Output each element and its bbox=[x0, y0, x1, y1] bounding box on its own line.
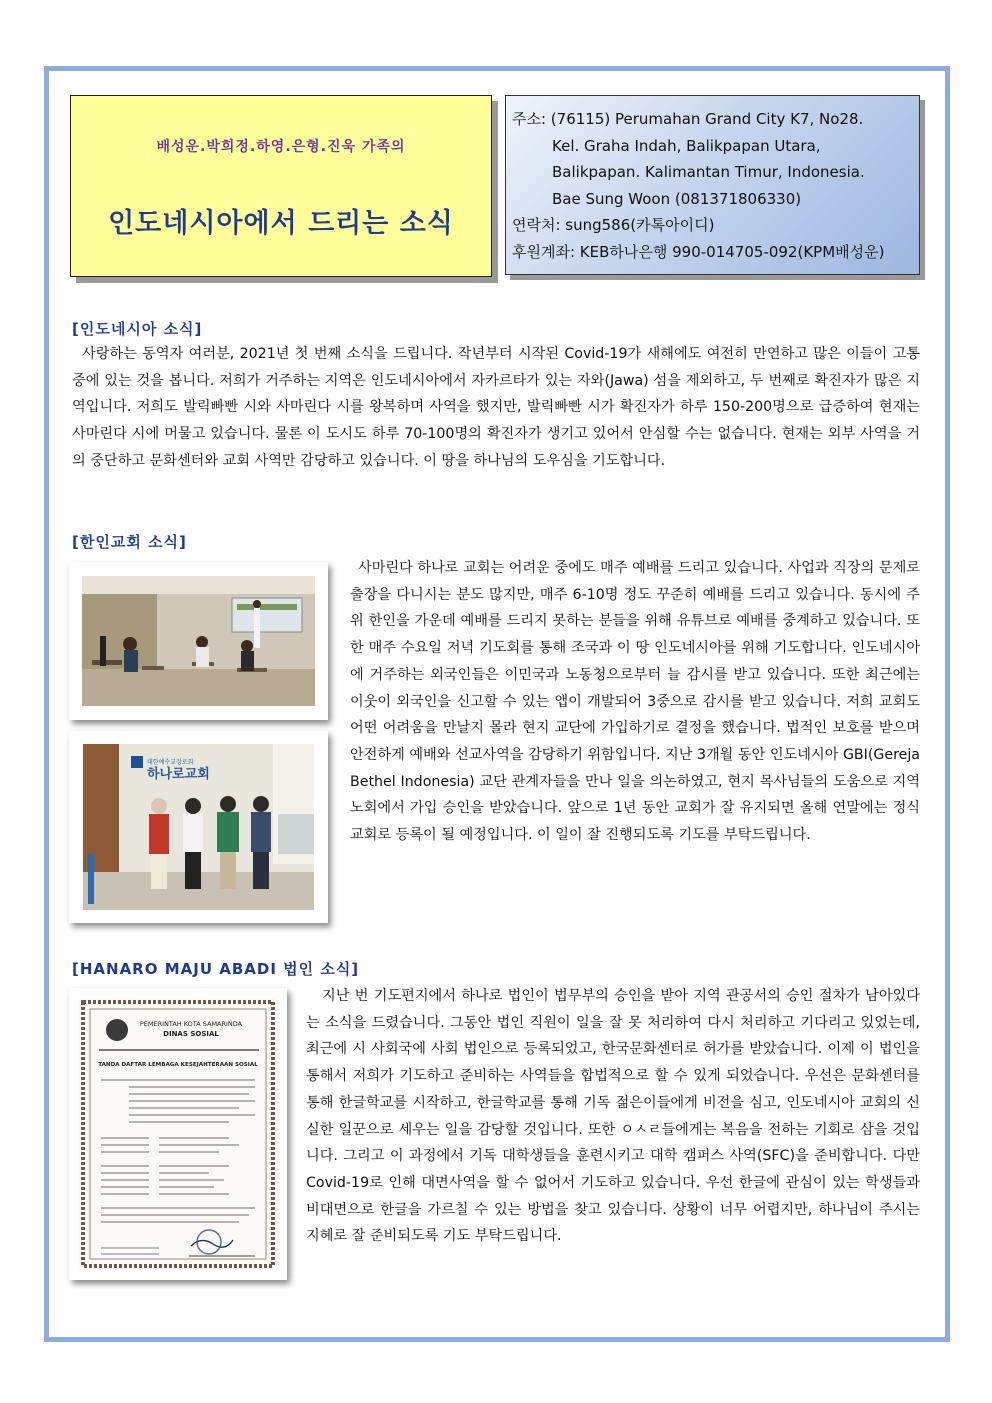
section-heading-indonesia: [인도네시아 소식] bbox=[72, 320, 203, 338]
certificate-title: TANDA DAFTAR LEMBAGA KESEJAHTERAAN SOSIAL bbox=[98, 1062, 258, 1068]
church-members-image bbox=[83, 744, 314, 910]
address-line-1: 주소: (76115) Perumahan Grand City K7, No28. bbox=[512, 110, 864, 128]
registration-certificate-photo bbox=[69, 988, 287, 1280]
church-worship-photo bbox=[69, 562, 328, 720]
certificate-header-1: PEMERINTAH KOTA SAMARINDA bbox=[139, 1020, 243, 1028]
svg-text:하나로교회: 하나로교회 bbox=[147, 767, 210, 782]
church-sign-text: 대한예수교장로회 bbox=[147, 759, 194, 766]
section-heading-church: [한인교회 소식] bbox=[72, 533, 187, 551]
address-line-2: Kel. Graha Indah, Balikpapan Utara, bbox=[552, 136, 821, 155]
church-members-photo bbox=[69, 731, 328, 923]
section-body-indonesia: 사랑하는 동역자 여러분, 2021년 첫 번째 소식을 드립니다. 작년부터 시작된 Covid-19가 새해에도 여전히 만연하고 많은 이들이 고통 중에 있는 것을 봅니다. 저희가 거주하는 지역은 인도네시아에서 자카르타가 있는 자와(Jawa) 섬을 제외하고, 두 번째로 확진자가 많은 지역입니다. 저희도 발릭빠빤 시와 사마린다 시를 왕복하며 사역을 했지만, 발릭빠빤 시가 확진자가 하루 150-200명으로 급증하여 현재는 사마린다 시에 머물고 있습니다. 물론 이 도시도 하루 70-100명의 확진자가 생기고 있어서 안심할 수는 없습니다. 현재는 외부 사역을 거의 중단하고 문화센터와 교회 사역만 감당하고 있습니다. 이 땅을 하나님의 도우심을 기도합니다. bbox=[72, 346, 920, 469]
registration-certificate-image bbox=[79, 998, 277, 1270]
section-heading-corporation: [HANARO MAJU ABADI 법인 소식] bbox=[72, 960, 360, 978]
family-names: 배성운.박희정.하영.은형.진욱 가족의 bbox=[156, 139, 406, 155]
certificate-header-2: DINAS SOSIAL bbox=[163, 1030, 219, 1038]
section-body-church: 사마린다 하나로 교회는 어려운 중에도 매주 예배를 드리고 있습니다. 사업과 직장의 문제로 출장을 다니시는 분도 많지만, 매주 6-10명 정도 꾸준히 예배를 드리고 있습니다. 동시에 주위 한인을 가운데 예배를 드리지 못하는 분들을 위해 유튜브로 예배를 중계하고 있습니다. 또한 매주 수요일 저녁 기도회를 통해 조국과 이 땅 인도네시아를 위해 기도합니다. 인도네시아에 거주하는 외국인들은 이민국과 노동청으로부터 늘 감시를 받고 있습니다. 또한 최근에는 이웃이 외국인을 신고할 수 있는 앱이 개발되어 3중으로 감시를 받고 있습니다. 저희 교회도 어떤 어려움을 만날지 몰라 현지 교단에 가입하기로 결정을 했습니다. 법적인 보호를 받으며 안전하게 예배와 선교사역을 감당하기 위함입니다. 지난 3개월 동안 인도네시아 GBI(Gereja Bethel Indonesia) 교단 관계자들을 만나 일을 의논하였고, 현지 목사님들의 도움으로 지역 노회에서 가입 승인을 받았습니다. 앞으로 1년 동안 교회가 잘 유지되면 올해 연말에는 정식 교회로 등록이 될 예정입니다. 이 일이 잘 진행되도록 기도를 부탁드립니다. bbox=[350, 560, 920, 844]
address-box bbox=[505, 95, 920, 275]
worship-service-image bbox=[82, 576, 315, 706]
newsletter-title: 인도네시아에서 드리는 소식 bbox=[108, 208, 454, 239]
donation-account-line: 후원계좌: KEB하나은행 990-014705-092(KPM배성운) bbox=[512, 242, 885, 261]
contact-line: 연락처: sung586(카톡아이디) bbox=[512, 216, 715, 234]
address-name-phone: Bae Sung Woon (081371806330) bbox=[552, 189, 802, 208]
title-box bbox=[70, 95, 492, 277]
section-body-corporation: 지난 번 기도편지에서 하나로 법인이 법무부의 승인을 받아 지역 관공서의 승인 절차가 남아있다는 소식을 드렸습니다. 그동안 법인 직원이 일을 잘 못 처리하여 다시 처리하고 기다리고 있었는데, 최근에 시 사회국에 사회 법인으로 등록되었고, 한국문화센터로 허가를 받았습니다. 이제 이 법인을 통해서 저희가 기도하고 준비하는 사역들을 합법적으로 할 수 있게 되었습니다. 우선은 문화센터를 통해 한글학교를 시작하고, 한글학교를 통해 기독 젊은이들에게 비전을 심고, 인도네시아 교회의 신실한 일꾼으로 세우는 일을 감당할 것입니다. 또한 ㅇㅅㄹ들에게는 복음을 전하는 기회로 삼을 것입니다. 그리고 이 과정에서 기독 대학생들을 훈련시키고 대학 캠퍼스 사역(SFC)을 준비합니다. 다만 Covid-19로 인해 대면사역을 할 수 없어서 기도하고 있습니다. 우선 한글에 관심이 있는 학생들과 비대면으로 한글을 가르칠 수 있는 방법을 찾고 있습니다. 상황이 너무 어렵지만, 하나님이 주시는 지혜로 잘 준비되도록 기도 부탁드립니다. bbox=[306, 988, 920, 1245]
address-line-3: Balikpapan. Kalimantan Timur, Indonesia. bbox=[552, 163, 865, 181]
